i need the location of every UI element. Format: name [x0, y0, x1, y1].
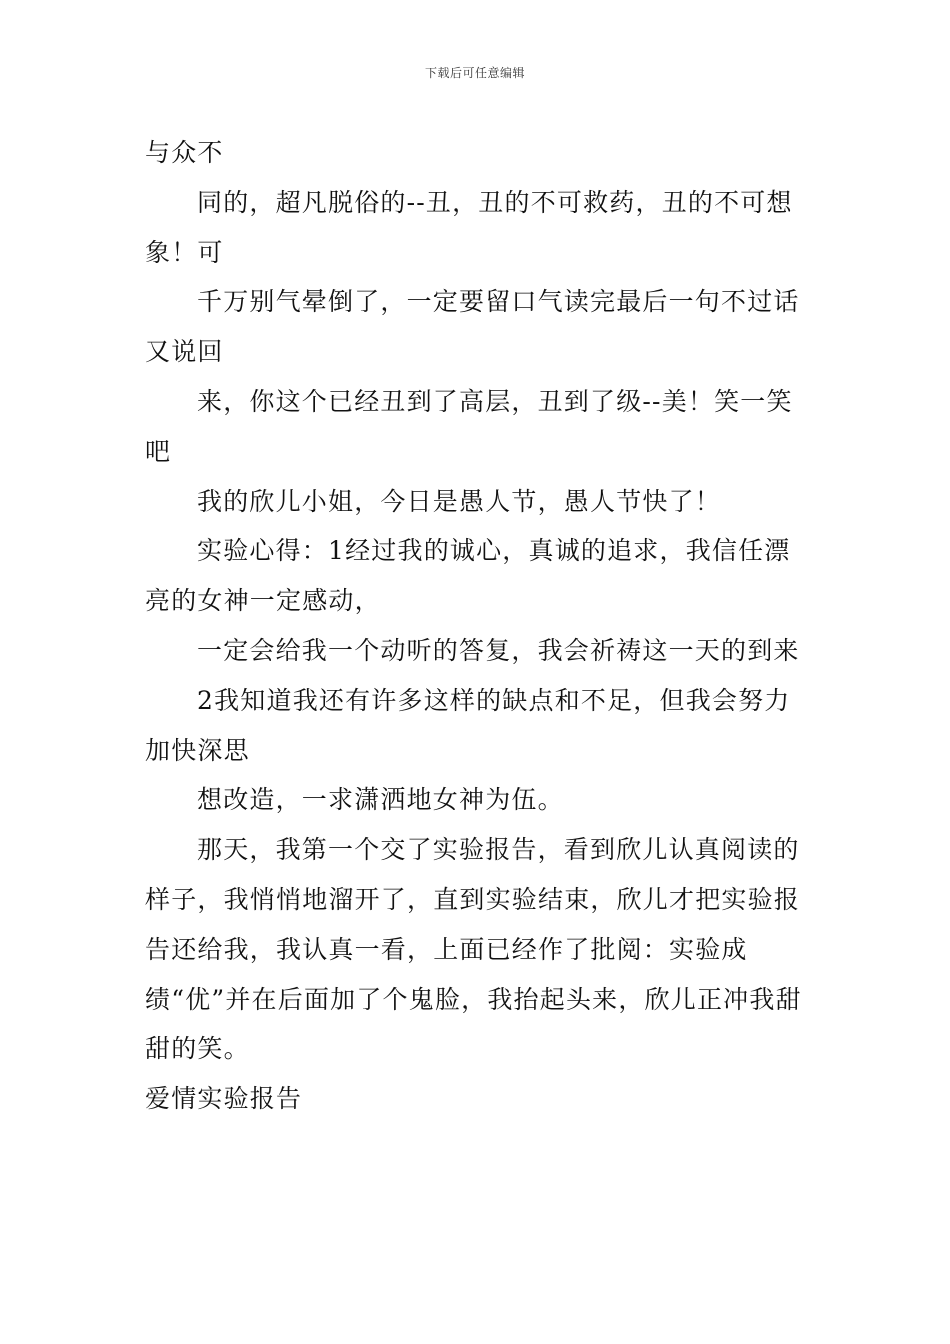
paragraph-2: 同的，超凡脱俗的--丑，丑的不可救药，丑的不可想象！可	[145, 187, 793, 267]
section-title: 爱情实验报告	[145, 1084, 303, 1114]
paragraph-9: 想改造，一求潇洒地女神为伍。	[197, 785, 564, 815]
paragraph-8: 2我知道我还有许多这样的缺点和不足，但我会努力加快深思	[145, 685, 791, 765]
paragraph-1: 与众不	[145, 138, 224, 167]
document-body	[145, 128, 810, 1124]
paragraph-6: 实验心得：1经过我的诚心，真诚的追求，我信任漂亮的女神一定感动，	[145, 536, 791, 616]
paragraph-4: 来，你这个已经丑到了高层，丑到了级--美！笑一笑吧	[145, 386, 793, 466]
paragraph-10: 那天，我第一个交了实验报告，看到欣儿认真阅读的样子，我悄悄地溜开了，直到实验结束，欣儿才把实验报告还给我，我认真一看，上面已经作了批阅：实验成绩“优”并在后面加了个鬼脸，我抬起头来，欣儿正冲我甜甜的笑。	[145, 835, 802, 1064]
paragraph-7: 一定会给我一个动听的答复，我会祈祷这一天的到来	[197, 635, 800, 665]
paragraph-5: 我的欣儿小姐，今日是愚人节，愚人节快了！	[197, 486, 722, 516]
page-header: 下载后可任意编辑	[424, 66, 525, 80]
paragraph-3: 千万别气晕倒了，一定要留口气读完最后一句不过话又说回	[145, 287, 800, 367]
